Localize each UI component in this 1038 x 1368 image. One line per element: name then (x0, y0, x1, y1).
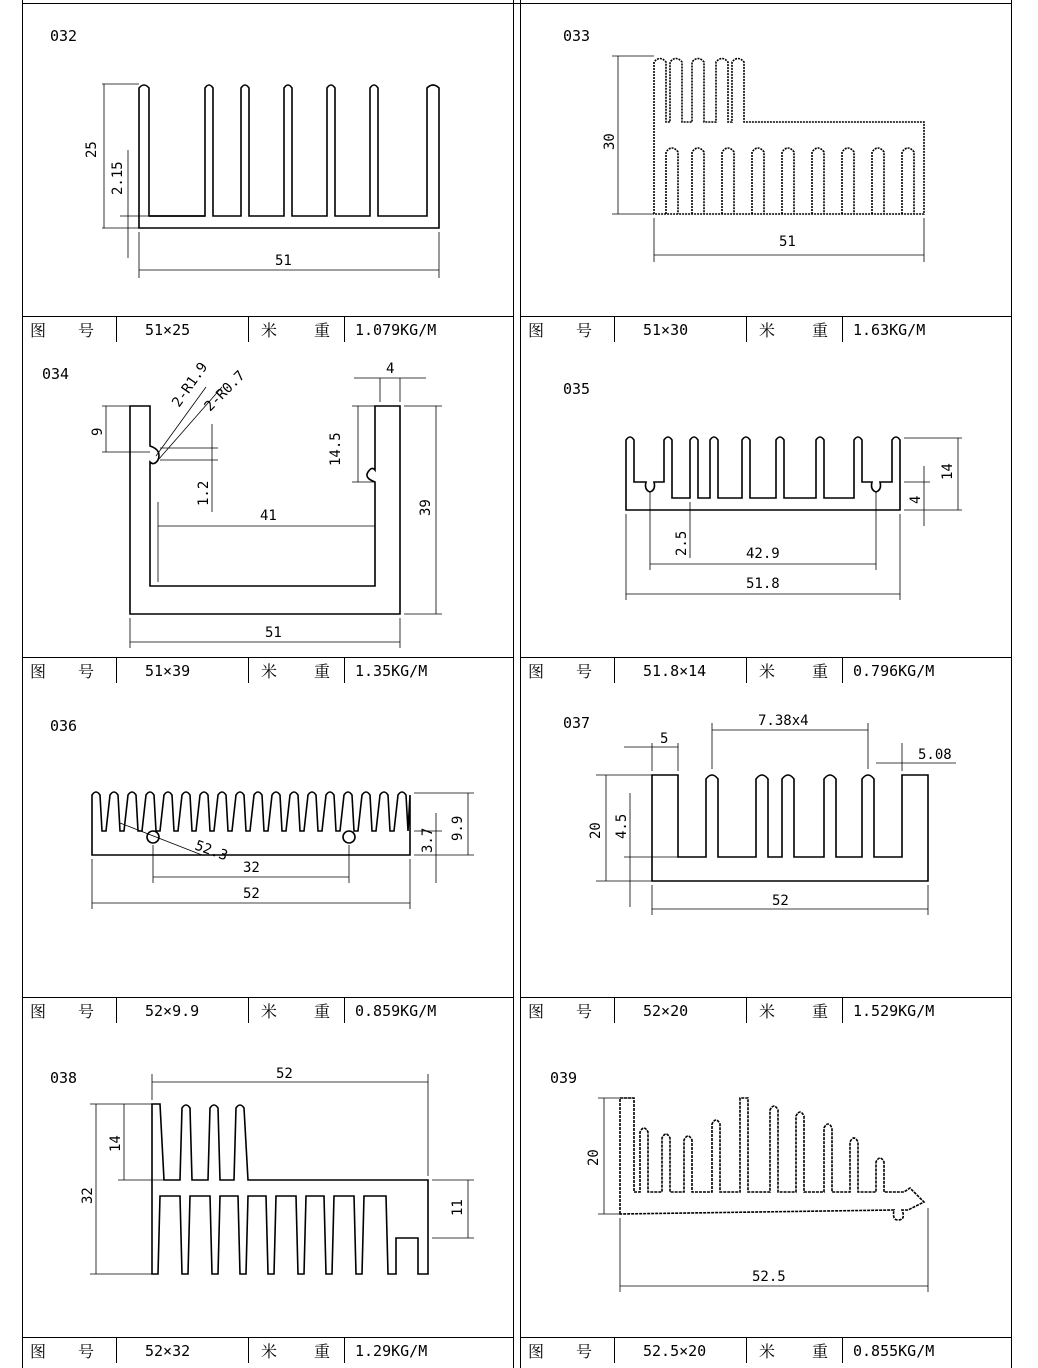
dim-height: 9.9 (450, 815, 466, 841)
info-row (22, 1337, 514, 1363)
panel-id: 039 (550, 1069, 578, 1087)
dim-height: 30 (602, 133, 618, 150)
profile-drawing-036 (22, 683, 514, 1025)
profile-size: 52×20 (615, 998, 747, 1023)
profile-drawing-035 (520, 342, 1012, 684)
dim-step: 11 (450, 1199, 466, 1216)
dim-edge-fin: 5 (660, 731, 669, 747)
panel-038 (22, 1024, 514, 1368)
label-mizhong: 米 重 (249, 998, 345, 1023)
dim-height: 20 (588, 822, 604, 839)
dim-height: 25 (84, 141, 100, 158)
dim-slot-radius: 52.3 (192, 837, 230, 865)
dim-width: 52 (243, 886, 260, 902)
profile-size: 51×39 (117, 658, 249, 683)
dim-height: 14 (940, 463, 956, 480)
panel-id: 034 (42, 365, 70, 383)
label-tuhao: 图 号 (520, 317, 615, 342)
profile-size: 52×32 (117, 1338, 249, 1363)
profile-drawing-039 (520, 1024, 1012, 1368)
panel-id: 032 (50, 27, 78, 45)
panel-039 (520, 1024, 1012, 1368)
panel-id: 035 (563, 380, 591, 398)
dim-inner-width: 41 (260, 508, 277, 524)
label-tuhao: 图 号 (22, 317, 117, 342)
label-mizhong: 米 重 (747, 1338, 843, 1363)
dim-end-fin: 5.08 (918, 747, 952, 763)
dim-base: 4 (908, 495, 924, 504)
info-row (22, 657, 514, 683)
dim-fin-pitch: 7.38x4 (758, 713, 809, 729)
dim-width: 51 (265, 625, 282, 641)
panel-037 (520, 683, 1012, 1025)
label-tuhao: 图 号 (520, 658, 615, 683)
label-tuhao: 图 号 (22, 1338, 117, 1363)
info-row (520, 657, 1012, 683)
label-mizhong: 米 重 (249, 317, 345, 342)
dim-width: 51 (779, 234, 796, 250)
info-row (520, 997, 1012, 1023)
dim-base: 2.15 (110, 161, 126, 195)
dim-top-fins: 14 (108, 1135, 124, 1152)
label-tuhao: 图 号 (520, 998, 615, 1023)
dim-width: 52 (276, 1066, 293, 1082)
info-row (22, 316, 514, 342)
dim-width: 51 (275, 253, 292, 269)
panel-id: 037 (563, 714, 591, 732)
profile-size: 51.8×14 (615, 658, 747, 683)
panel-036 (22, 683, 514, 1025)
info-row (22, 997, 514, 1023)
weight-per-meter: 1.35KG/M (355, 661, 428, 680)
weight-per-meter: 1.079KG/M (355, 320, 437, 339)
info-row (520, 1337, 1012, 1363)
profile-drawing-034 (22, 342, 514, 684)
panel-034 (22, 342, 514, 684)
panel-033 (520, 0, 1012, 343)
dim-height: 39 (418, 499, 434, 516)
panel-035 (520, 342, 1012, 684)
profile-drawing-037 (520, 683, 1012, 1025)
label-mizhong: 米 重 (747, 317, 843, 342)
dim-notch: 1.2 (196, 480, 212, 506)
dim-base: 4.5 (614, 813, 630, 839)
weight-per-meter: 1.29KG/M (355, 1341, 428, 1360)
profile-drawing-038 (22, 1024, 514, 1368)
panel-032 (22, 0, 514, 343)
panel-id: 033 (563, 27, 591, 45)
weight-per-meter: 1.63KG/M (853, 320, 926, 339)
profile-drawing-033 (520, 0, 1012, 343)
dim-radius-1: 2-R1.9 (169, 359, 212, 411)
weight-per-meter: 0.796KG/M (853, 661, 935, 680)
dim-base: 3.7 (420, 827, 436, 853)
dim-fin-gap: 2.5 (674, 530, 690, 556)
label-mizhong: 米 重 (249, 1338, 345, 1363)
dim-width: 52 (772, 893, 789, 909)
weight-per-meter: 0.859KG/M (355, 1001, 437, 1020)
weight-per-meter: 1.529KG/M (853, 1001, 935, 1020)
weight-per-meter: 0.855KG/M (853, 1341, 935, 1360)
profile-size: 51×30 (615, 317, 747, 342)
dim-notch-span: 42.9 (746, 546, 780, 562)
dim-width: 52.5 (752, 1269, 786, 1285)
dim-width: 51.8 (746, 576, 780, 592)
label-tuhao: 图 号 (22, 658, 117, 683)
dim-slot-span: 32 (243, 860, 260, 876)
profile-size: 51×25 (117, 317, 249, 342)
label-mizhong: 米 重 (747, 658, 843, 683)
dim-notch-top: 9 (90, 427, 106, 436)
panel-id: 036 (50, 717, 78, 735)
label-tuhao: 图 号 (22, 998, 117, 1023)
profile-size: 52×9.9 (117, 998, 249, 1023)
dim-height: 20 (586, 1149, 602, 1166)
dim-wall: 4 (386, 361, 395, 377)
profile-drawing-032 (22, 0, 514, 343)
panel-id: 038 (50, 1069, 78, 1087)
label-tuhao: 图 号 (520, 1338, 615, 1363)
dim-height: 32 (80, 1187, 96, 1204)
dim-notch-depth: 14.5 (328, 432, 344, 466)
dim-radius-2: 2-R0.7 (201, 367, 249, 415)
info-row (520, 316, 1012, 342)
label-mizhong: 米 重 (249, 658, 345, 683)
label-mizhong: 米 重 (747, 998, 843, 1023)
profile-size: 52.5×20 (615, 1338, 747, 1363)
